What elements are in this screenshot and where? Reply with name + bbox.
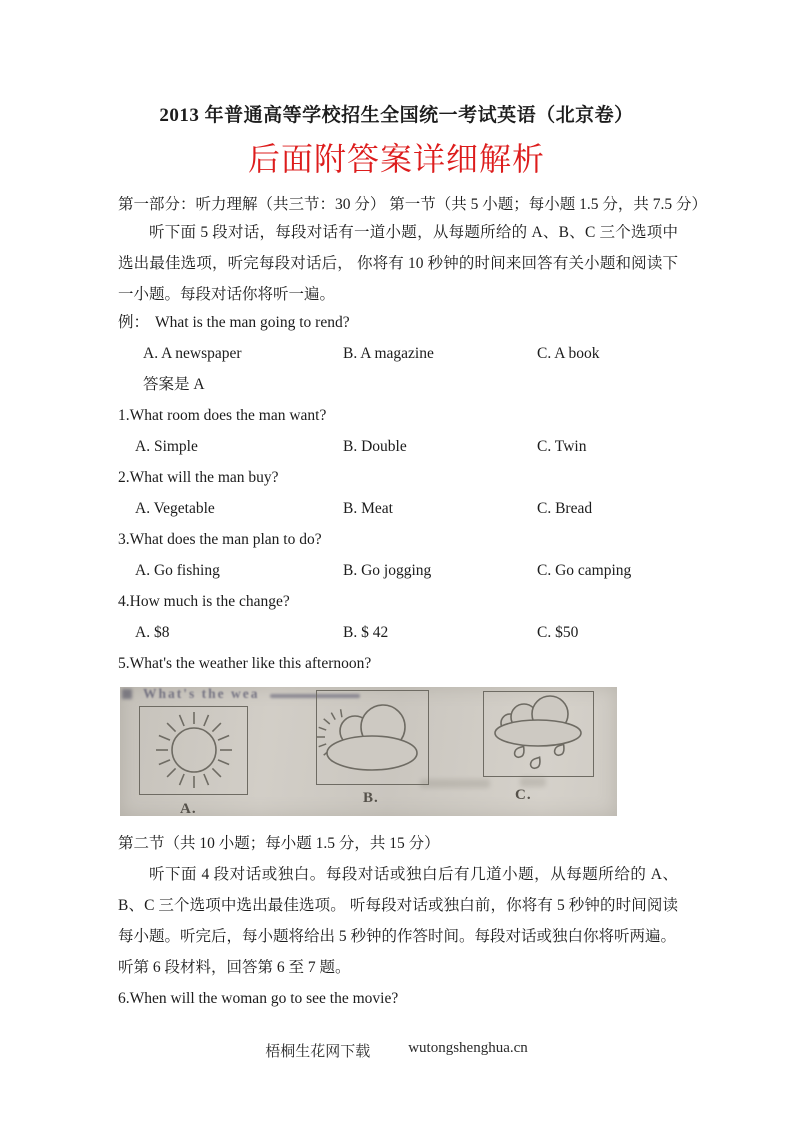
section1-heading: 第一部分：听力理解（共三节：30 分） 第一节（共 5 小题；每小题 1.5 分，共 7.5 分） xyxy=(118,196,708,213)
question-1: 1.What room does the man want? xyxy=(118,407,327,424)
section2-instructions: 听下面 4 段对话或独白。每段对话或独白后有几道小题，从每题所给的 A、B、C 三个选项中选出最佳选项。 听每段对话或独白前，你将有 5 秒钟的时间阅读每小题。听完后，每小题将给出 5 秒钟的作答时间。每段对话或独白你将听两遍。 xyxy=(118,866,678,945)
scan-artifact xyxy=(122,689,132,699)
section2-heading: 第二节（共 10 小题；每小题 1.5 分，共 15 分） xyxy=(118,835,440,852)
question-5: 5.What's the weather like this afternoon? xyxy=(118,655,372,672)
question-list xyxy=(118,307,680,679)
weather-options-image xyxy=(120,687,617,816)
option-c: C. A book xyxy=(537,345,600,362)
question-1-options xyxy=(118,431,680,462)
weather-label-c: C. xyxy=(515,787,532,803)
answer-notice-heading: 后面附答案详细解析 xyxy=(247,141,545,177)
bleed-through-smudge xyxy=(420,779,490,788)
option-a: A. Vegetable xyxy=(135,500,215,517)
example-answer-text: 答案是 A xyxy=(143,376,205,393)
question-2-options xyxy=(118,493,680,524)
option-b: B. $ 42 xyxy=(343,624,389,641)
option-a: A. Simple xyxy=(135,438,198,455)
option-b: B. Meat xyxy=(343,500,393,517)
option-a: A. $8 xyxy=(135,624,170,641)
example-question xyxy=(118,307,680,338)
scan-faint-header-text: What's the wea xyxy=(143,687,260,701)
bleed-through-smudge xyxy=(520,777,546,787)
option-c: C. Twin xyxy=(537,438,587,455)
rain-cloud-icon xyxy=(484,692,593,776)
weather-box-cloudy xyxy=(316,690,429,785)
option-a: A. Go fishing xyxy=(135,562,220,579)
sun-icon xyxy=(140,707,247,794)
weather-label-b: B. xyxy=(363,790,379,806)
weather-box-rainy xyxy=(483,691,594,777)
footer-site-name: 梧桐生花网下载 xyxy=(265,1044,371,1060)
page-footer xyxy=(0,1040,793,1061)
footer-site-url: wutongshenghua.cn xyxy=(408,1040,528,1056)
example-options xyxy=(118,338,680,369)
option-c: C. $50 xyxy=(537,624,579,641)
option-c: C. Go camping xyxy=(537,562,632,579)
question-4: 4.How much is the change? xyxy=(118,593,290,610)
option-a: A. A newspaper xyxy=(143,345,242,362)
example-question-text: What is the man going to rend? xyxy=(155,314,350,331)
material-note: 听第 6 段材料，回答第 6 至 7 题。 xyxy=(118,959,351,976)
option-b: B. A magazine xyxy=(343,345,434,362)
section1-instructions: 听下面 5 段对话，每段对话有一道小题，从每题所给的 A、B、C 三个选项中选出最佳选项，听完每段对话后， 你将有 10 秒钟的时间来回答有关小题和阅读下一小题。每段对话你将听一遍。 xyxy=(118,224,678,303)
question-3: 3.What does the man plan to do? xyxy=(118,531,322,548)
question-6: 6.When will the woman go to see the movie? xyxy=(118,990,399,1007)
example-answer xyxy=(118,369,680,400)
option-b: B. Go jogging xyxy=(343,562,432,579)
example-label: 例： xyxy=(118,314,150,331)
sun-behind-cloud-icon xyxy=(317,691,428,784)
option-c: C. Bread xyxy=(537,500,593,517)
question-4-options xyxy=(118,617,680,648)
option-b: B. Double xyxy=(343,438,407,455)
question-3-options xyxy=(118,555,680,586)
weather-label-a: A. xyxy=(180,801,197,816)
weather-box-sunny xyxy=(139,706,248,795)
question-2: 2.What will the man buy? xyxy=(118,469,279,486)
exam-title: 2013 年普通高等学校招生全国统一考试英语（北京卷） xyxy=(159,105,634,126)
